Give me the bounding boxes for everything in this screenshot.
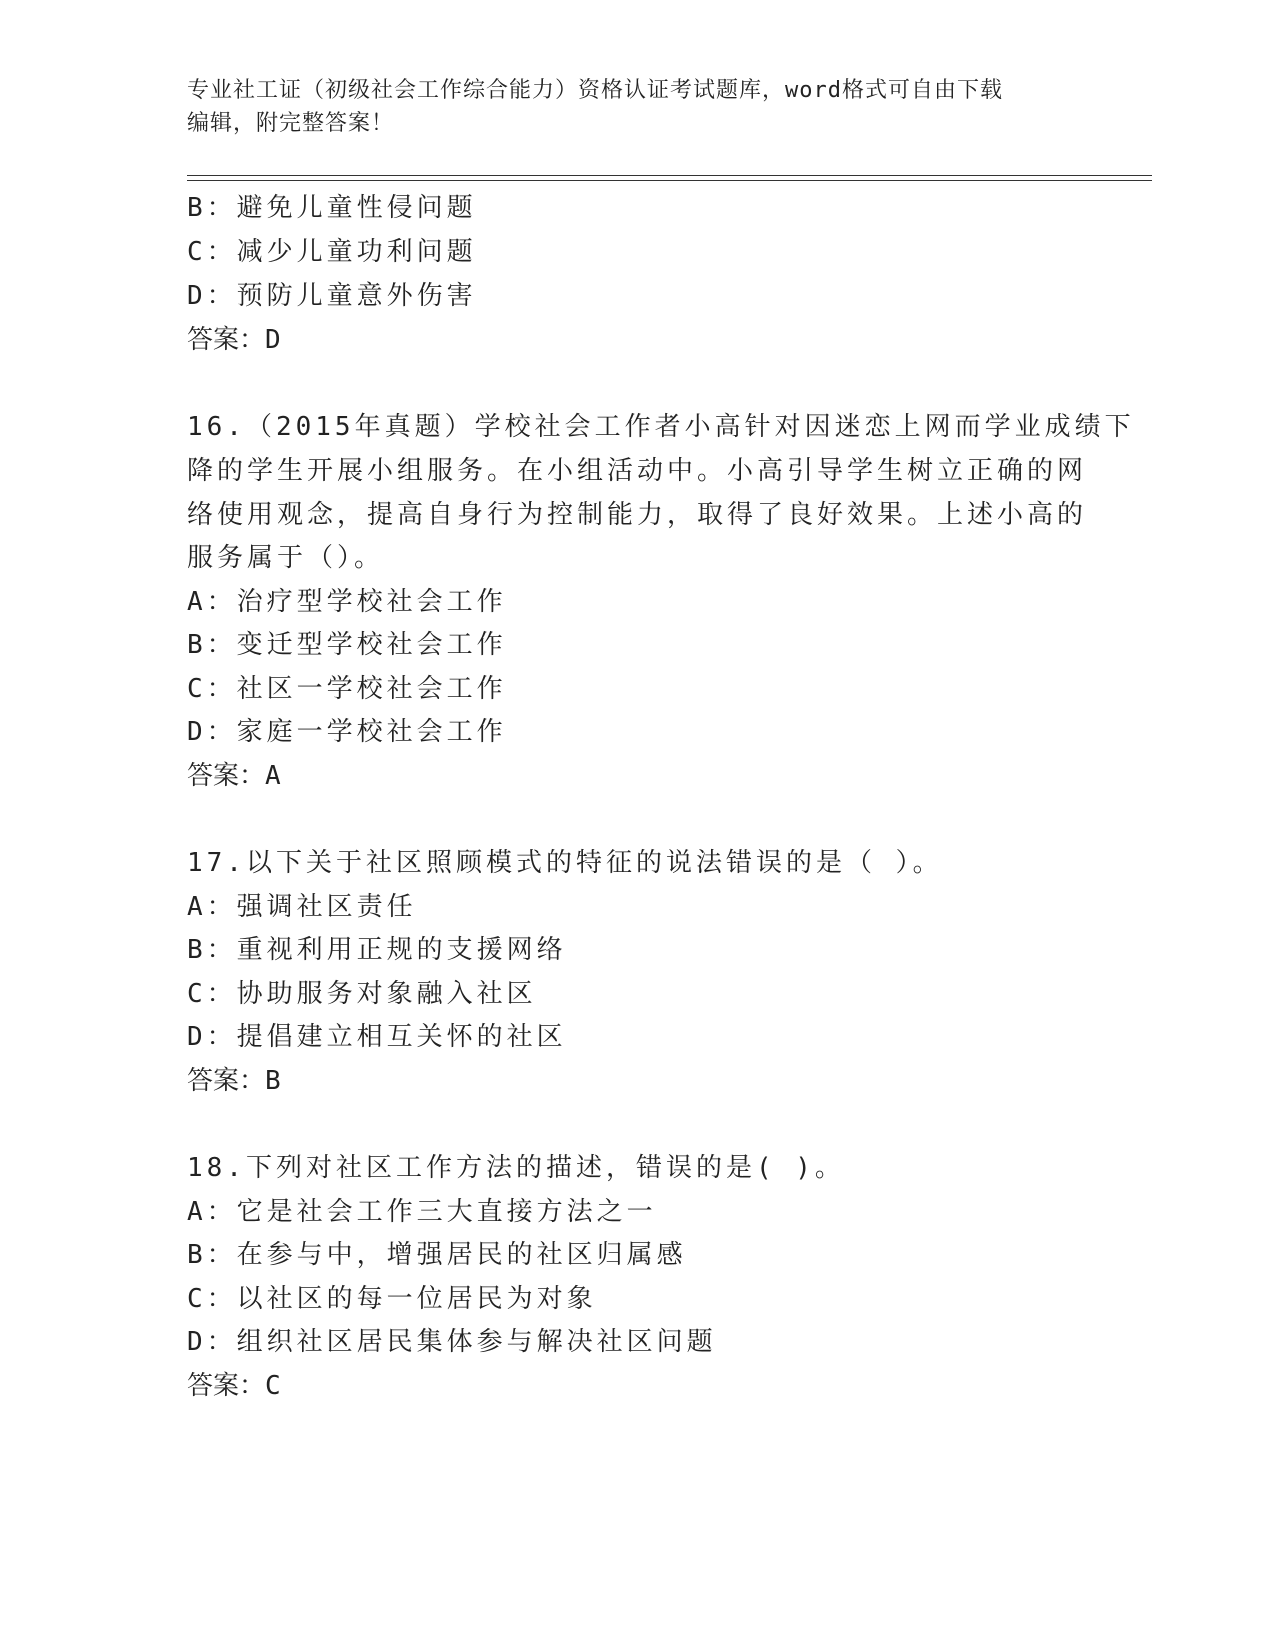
q17-option-c: C：协助服务对象融入社区	[187, 979, 537, 1009]
q17-stem: 17.以下关于社区照顾模式的特征的说法错误的是（ ）。	[187, 848, 943, 878]
q18-option-d: D：组织社区居民集体参与解决社区问题	[187, 1327, 717, 1357]
answer-value: B	[265, 1066, 281, 1096]
q15-answer	[187, 323, 281, 357]
header-line-1: 专业社工证（初级社会工作综合能力）资格认证考试题库，word格式可自由下载	[187, 78, 1003, 103]
q17-answer	[187, 1064, 281, 1098]
header-divider-top	[187, 175, 1152, 176]
q18-option-b: B：在参与中，增强居民的社区归属感	[187, 1240, 687, 1270]
answer-label: 答案：	[187, 1371, 266, 1401]
q17-option-d: D：提倡建立相互关怀的社区	[187, 1022, 567, 1052]
q16-option-d: D：家庭一学校社会工作	[187, 717, 507, 747]
q15-option-d: D：预防儿童意外伤害	[187, 281, 477, 311]
q16-stem-line-3: 络使用观念，提高自身行为控制能力，取得了良好效果。上述小高的	[187, 500, 1088, 530]
q18-option-a: A：它是社会工作三大直接方法之一	[187, 1197, 657, 1227]
q18-option-c: C：以社区的每一位居民为对象	[187, 1284, 597, 1314]
q18-answer	[187, 1369, 281, 1403]
q16-option-c: C：社区一学校社会工作	[187, 674, 507, 704]
header-divider-bottom	[187, 180, 1152, 181]
q17-option-a: A：强调社区责任	[187, 892, 417, 922]
q16-option-b: B：变迁型学校社会工作	[187, 630, 507, 660]
q15-option-b: B：避免儿童性侵问题	[187, 193, 477, 223]
q16-option-a: A：治疗型学校社会工作	[187, 587, 507, 617]
answer-label: 答案：	[187, 325, 266, 355]
q15-option-c: C：减少儿童功利问题	[187, 237, 477, 267]
answer-value: D	[265, 325, 281, 355]
q16-stem-line-1: 16.（2015年真题）学校社会工作者小高针对因迷恋上网而学业成绩下	[187, 412, 1135, 442]
answer-value: A	[265, 761, 281, 791]
q16-stem-line-2: 降的学生开展小组服务。在小组活动中。小高引导学生树立正确的网	[187, 456, 1088, 486]
q17-option-b: B：重视利用正规的支援网络	[187, 935, 567, 965]
q16-answer	[187, 759, 281, 793]
q16-stem-line-4: 服务属于（）。	[187, 543, 385, 573]
answer-value: C	[265, 1371, 281, 1401]
answer-label: 答案：	[187, 1066, 266, 1096]
document-header	[187, 74, 1087, 140]
answer-label: 答案：	[187, 761, 266, 791]
header-line-2: 编辑，附完整答案！	[187, 111, 395, 136]
q18-stem: 18.下列对社区工作方法的描述，错误的是( )。	[187, 1153, 845, 1183]
